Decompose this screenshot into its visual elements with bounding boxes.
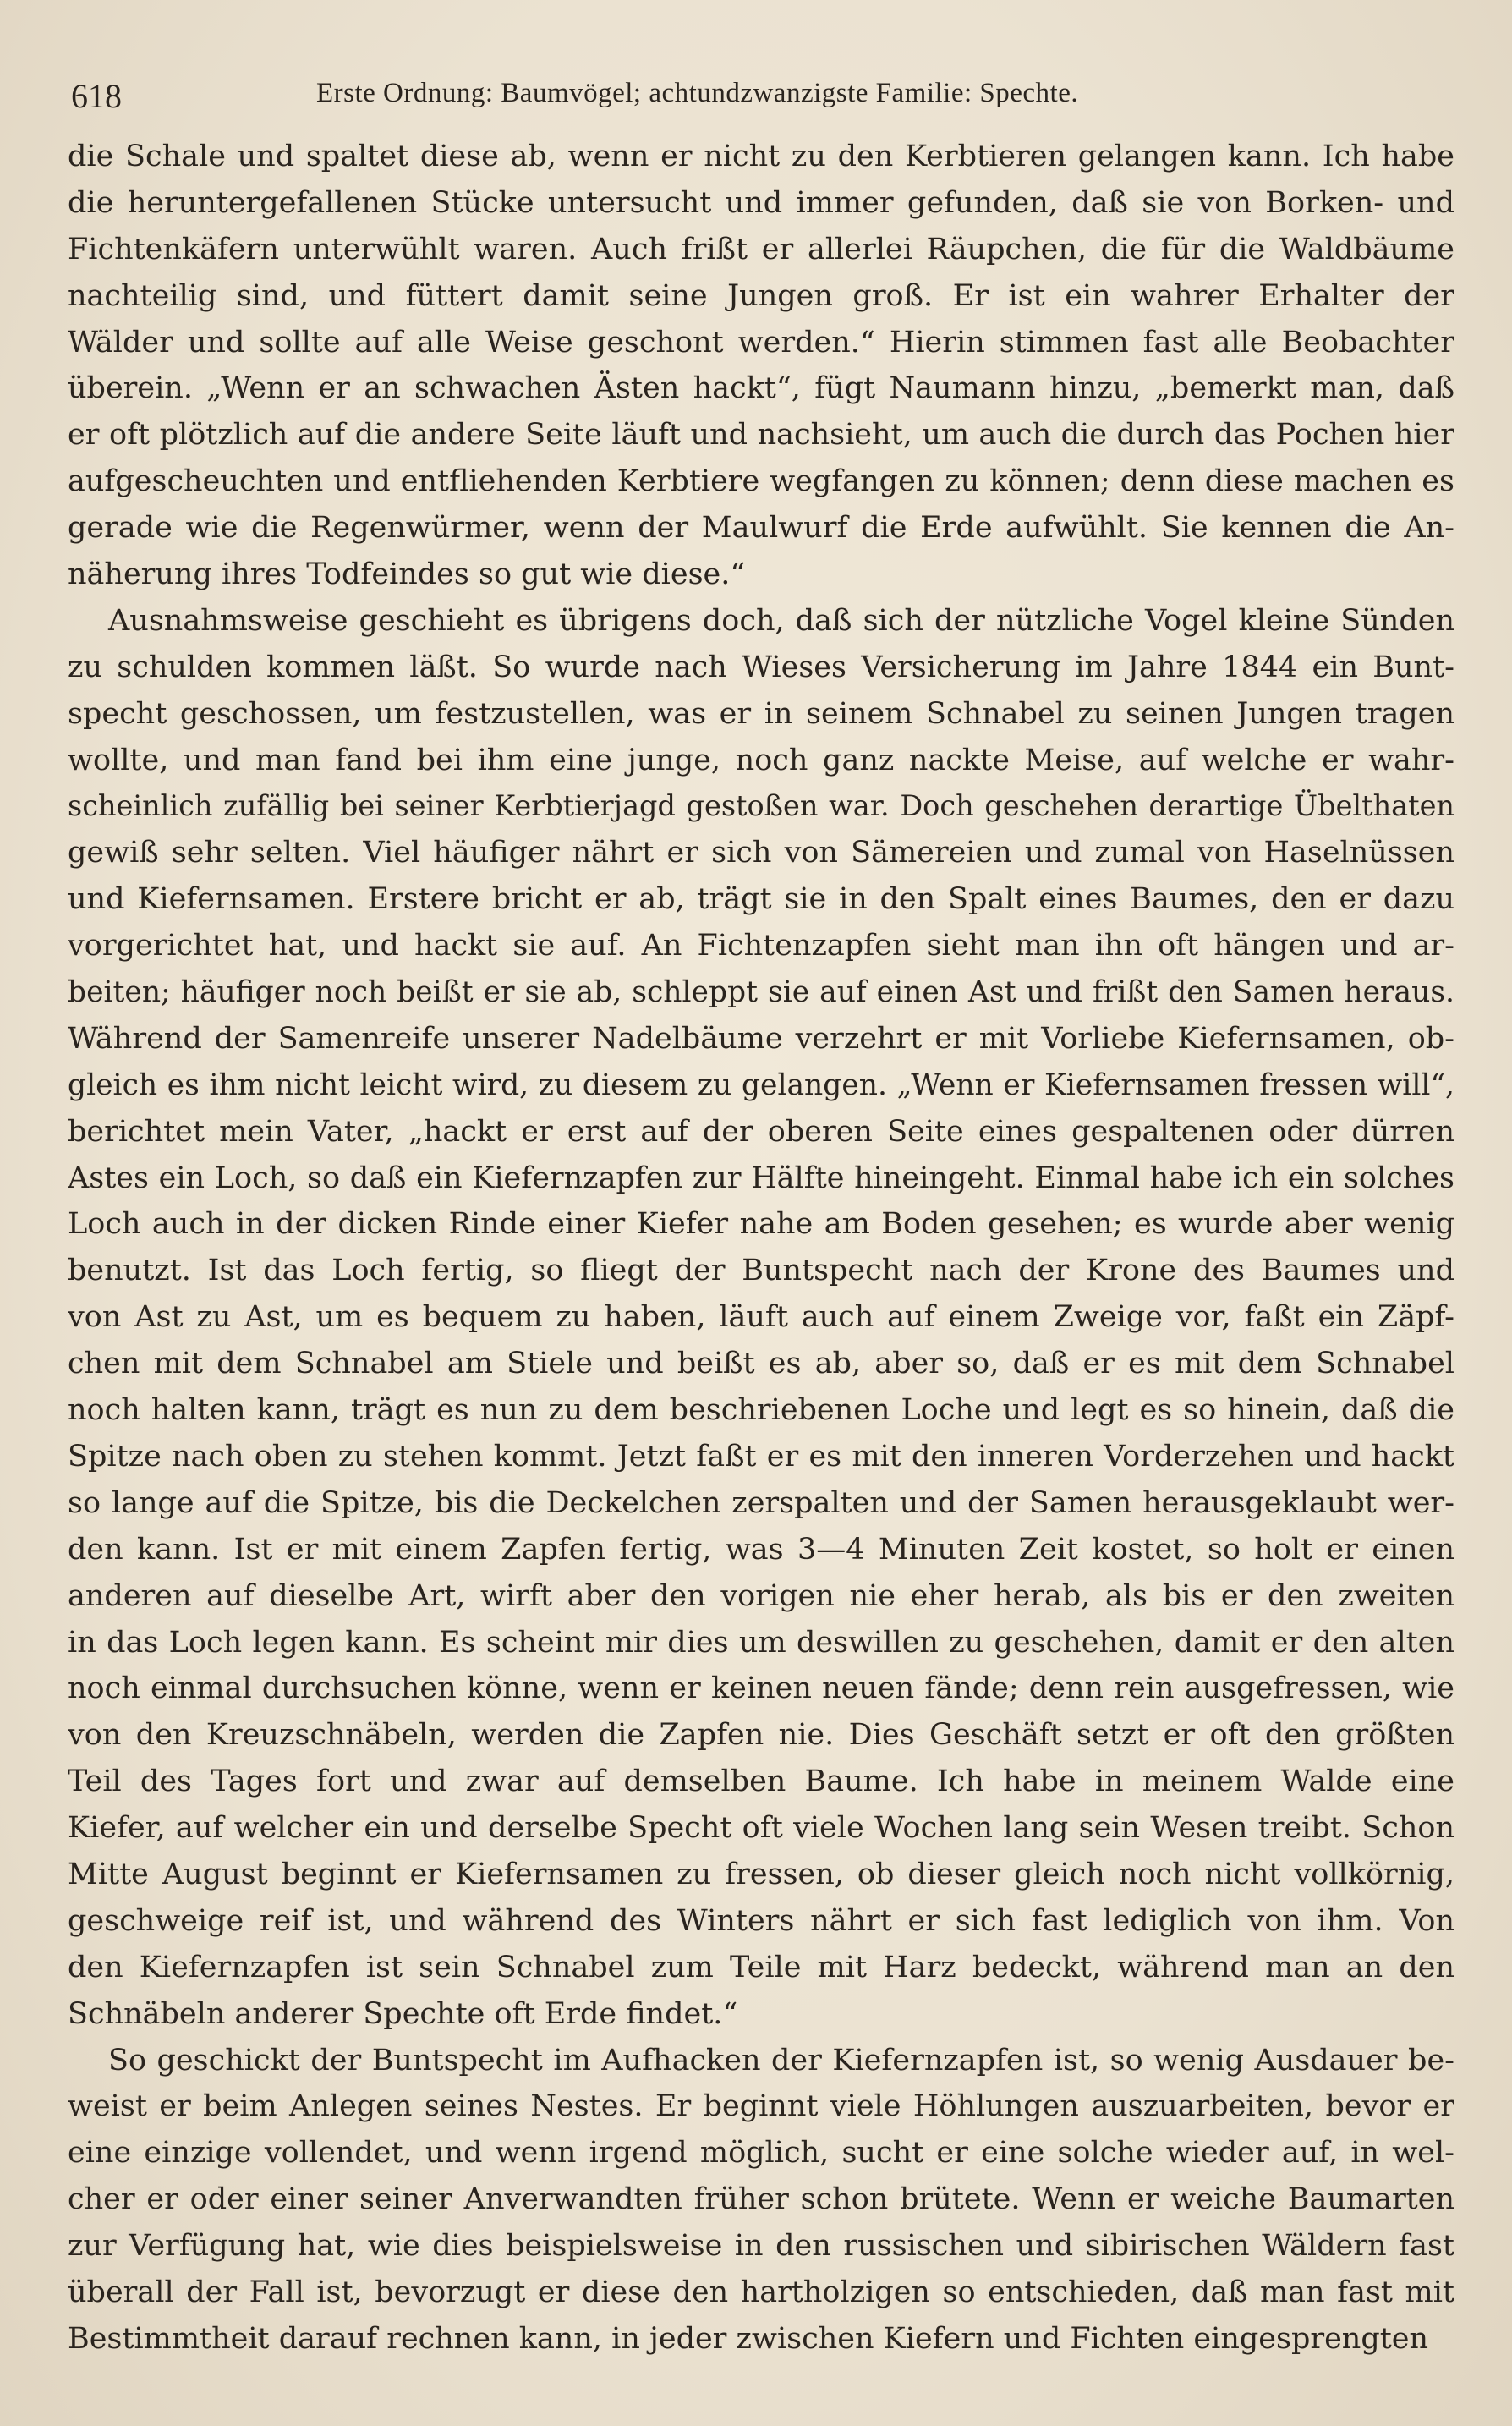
text-line: beiten; häufiger noch beißt er sie ab, schleppt sie auf einen Ast und frißt den Samen heraus. — [68, 975, 1454, 1010]
text-line: aufgescheuchten und entfliehenden Kerbtiere wegfangen zu können; denn diese machen es — [68, 464, 1454, 499]
text-line: zur Verfügung hat, wie dies beispielsweise in den russischen und sibirischen Wäldern fast — [68, 2229, 1454, 2264]
text-line: noch einmal durchsuchen könne, wenn er keinen neuen fände; denn rein ausgefressen, wie — [68, 1671, 1454, 1706]
text-line: Während der Samenreife unserer Nadelbäume verzehrt er mit Vorliebe Kiefernsamen, ob- — [68, 1021, 1454, 1056]
text-line: Teil des Tages fort und zwar auf demselben Baume. Ich habe in meinem Walde eine — [68, 1765, 1454, 1799]
text-line: von den Kreuzschnäbeln, werden die Zapfen nie. Dies Geschäft setzt er oft den größten — [68, 1718, 1454, 1753]
text-line: nachteilig sind, und füttert damit seine Jungen groß. Er ist ein wahrer Erhalter der — [68, 278, 1454, 313]
text-line: geschweige reif ist, und während des Winters nährt er sich fast lediglich von ihm. Von — [68, 1903, 1454, 1938]
text-line: Schnäbeln anderer Spechte oft Erde findet.“ — [68, 1996, 738, 2031]
running-head: Erste Ordnung: Baumvögel; achtundzwanzigste Familie: Spechte. — [316, 78, 1079, 108]
text-line: zu schulden kommen läßt. So wurde nach Wieses Versicherung im Jahre 1844 ein Bunt- — [68, 650, 1454, 684]
text-line: anderen auf dieselbe Art, wirft aber den vorigen nie eher herab, als bis er den zweiten — [68, 1578, 1454, 1613]
text-line: die heruntergefallenen Stücke untersucht und immer gefunden, daß sie von Borken- und — [68, 185, 1454, 220]
text-line: gewiß sehr selten. Viel häufiger nährt er sich von Sämereien und zumal von Haselnüssen — [68, 836, 1454, 870]
body-text — [68, 134, 1454, 2384]
text-line: den Kiefernzapfen ist sein Schnabel zum Teile mit Harz bedeckt, während man an den — [68, 1950, 1454, 1984]
text-line: specht geschossen, um festzustellen, was er in seinem Schnabel zu seinen Jungen tragen — [68, 696, 1454, 731]
text-line: Spitze nach oben zu stehen kommt. Jetzt faßt er es mit den inneren Vorderzehen und hackt — [68, 1439, 1454, 1474]
text-line: chen mit dem Schnabel am Stiele und beißt es ab, aber so, daß er es mit dem Schnabel — [68, 1347, 1454, 1381]
text-line: näherung ihres Todfeindes so gut wie diese.“ — [68, 557, 746, 592]
text-line: So geschickt der Buntspecht im Aufhacken der Kiefernzapfen ist, so wenig Ausdauer be- — [108, 2043, 1454, 2077]
text-line: benutzt. Ist das Loch fertig, so fliegt der Buntspecht nach der Krone des Baumes und — [68, 1254, 1454, 1288]
text-line: weist er beim Anlegen seines Nestes. Er beginnt viele Höhlungen auszuarbeiten, bevor er — [68, 2089, 1454, 2124]
text-line: vorgerichtet hat, und hackt sie auf. An Fichtenzapfen sieht man ihn oft hängen und ar- — [68, 929, 1454, 963]
text-line: gerade wie die Regenwürmer, wenn der Maulwurf die Erde aufwühlt. Sie kennen die An- — [68, 511, 1454, 546]
text-line: noch halten kann, trägt es nun zu dem beschriebenen Loche und legt es so hinein, daß die — [68, 1393, 1454, 1428]
text-line: so lange auf die Spitze, bis die Deckelchen zerspalten und der Samen herausgeklaubt wer- — [68, 1485, 1454, 1520]
text-line: Kiefer, auf welcher ein und derselbe Specht oft viele Wochen lang sein Wesen treibt. Schon — [68, 1811, 1454, 1846]
text-line: Wälder und sollte auf alle Weise geschont werden.“ Hierin stimmen fast alle Beobachter — [68, 325, 1454, 360]
text-line: den kann. Ist er mit einem Zapfen fertig, was 3—4 Minuten Zeit kostet, so holt er einen — [68, 1532, 1454, 1567]
text-line: Fichtenkäfern unterwühlt waren. Auch frißt er allerlei Räupchen, die für die Waldbäume — [68, 232, 1454, 266]
text-line: die Schale und spaltet diese ab, wenn er nicht zu den Kerbtieren gelangen kann. Ich habe — [68, 140, 1454, 173]
text-line: überein. „Wenn er an schwachen Ästen hackt“, fügt Naumann hinzu, „bemerkt man, daß — [68, 371, 1454, 406]
text-line: Mitte August beginnt er Kiefernsamen zu fressen, ob dieser gleich noch nicht vollkörnig, — [68, 1857, 1454, 1891]
text-line: überall der Fall ist, bevorzugt er diese den hartholzigen so entschieden, daß man fast mit — [68, 2275, 1454, 2309]
text-line: er oft plötzlich auf die andere Seite läuft und nachsieht, um auch die durch das Pochen hier — [68, 418, 1454, 453]
text-line: cher er oder einer seiner Anverwandten früher schon brütete. Wenn er weiche Baumarten — [68, 2182, 1454, 2217]
text-line: Ausnahmsweise geschieht es übrigens doch, daß sich der nützliche Vogel kleine Sünden — [108, 603, 1454, 638]
text-line: Bestimmtheit darauf rechnen kann, in jeder zwischen Kiefern und Fichten eingesprengten — [68, 2321, 1429, 2356]
text-line: gleich es ihm nicht leicht wird, zu diesem zu gelangen. „Wenn er Kiefernsamen fressen will“, — [68, 1068, 1454, 1102]
text-line: und Kiefernsamen. Erstere bricht er ab, trägt sie in den Spalt eines Baumes, den er dazu — [68, 882, 1454, 917]
text-line: wollte, und man fand bei ihm eine junge, noch ganz nackte Meise, auf welche er wahr- — [68, 743, 1454, 777]
text-line: scheinlich zufällig bei seiner Kerbtierjagd gestoßen war. Doch geschehen derartige Übelthaten — [68, 789, 1454, 823]
page-number: 618 — [71, 77, 122, 115]
page-header — [71, 73, 1458, 120]
text-line: berichtet mein Vater, „hackt er erst auf der oberen Seite eines gespaltenen oder dürren — [68, 1114, 1454, 1149]
text-line: in das Loch legen kann. Es scheint mir dies um deswillen zu geschehen, damit er den alten — [68, 1625, 1454, 1660]
text-line: Astes ein Loch, so daß ein Kiefernzapfen zur Hälfte hineingeht. Einmal habe ich ein solches — [68, 1161, 1454, 1195]
text-line: eine einzige vollendet, und wenn irgend möglich, sucht er eine solche wieder auf, in wel- — [68, 2136, 1454, 2171]
text-line: Loch auch in der dicken Rinde einer Kiefer nahe am Boden gesehen; es wurde aber wenig — [68, 1207, 1454, 1242]
text-line: von Ast zu Ast, um es bequem zu haben, läuft auch auf einem Zweige vor, faßt ein Zäpf- — [68, 1300, 1454, 1335]
